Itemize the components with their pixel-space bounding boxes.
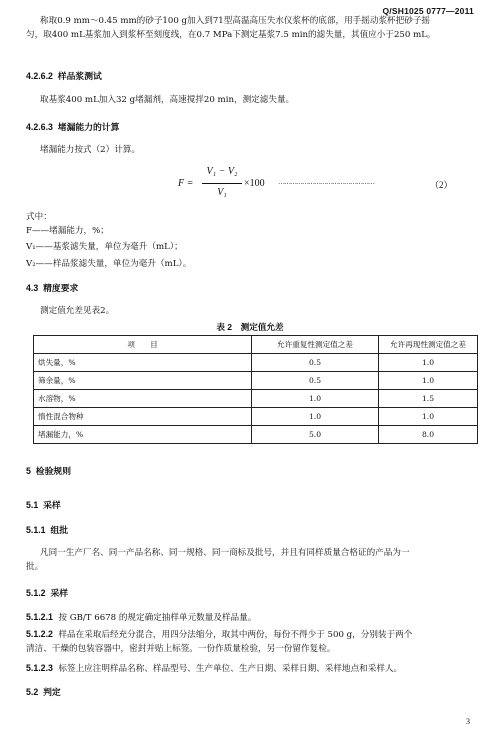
- heading-5-2: 5.2 判定: [26, 687, 61, 697]
- page-number: 3: [466, 717, 470, 726]
- document-code: Q/SH1025 0777—2011: [382, 6, 474, 16]
- formula-lhs: F =: [178, 178, 194, 189]
- formula-denominator: V₁: [217, 187, 227, 198]
- tolerance-table: [33, 335, 478, 444]
- heading-5: 5 检验规则: [26, 466, 71, 476]
- heading-4-2-6-3: 4.2.6.3 堵漏能力的计算: [26, 122, 120, 132]
- paragraph-precision: 测定值允差见表2。: [40, 306, 115, 316]
- where-item-v2: V₂——样品浆滤失量，单位为毫升（mL）。: [26, 259, 192, 269]
- heading-4-2-6-2: 4.2.6.2 样品浆测试: [26, 71, 102, 81]
- formula-numerator: V₁ − V₂: [206, 166, 238, 177]
- formula-leader-dots: …………………………………………: [278, 178, 374, 186]
- paragraph-base-mud: 称取0.9 mm～0.45 mm的砂子100 g加入到71型高温高压失水仪浆杯的底部，用手摇动浆杯把砂子摇 匀，取400 mL基浆加入到浆杯至刻度线，在0.7 MPa下测定基浆7.5 min的滤失量，其值应小于250 mL。: [26, 16, 436, 40]
- table-row: 堵漏能力，% 5.0 8.0: [34, 426, 478, 444]
- fraction-bar: [202, 183, 242, 184]
- formula-times: ×100: [244, 178, 265, 189]
- clause-5-1-2-1: 5.1.2.1 按 GB/T 6678 的规定确定抽样单元数量及样品量。: [26, 612, 257, 623]
- where-label: 式中：: [26, 212, 52, 222]
- table-row: 惰性混合物种 1.0 1.0: [34, 408, 478, 426]
- where-item-f: F——堵漏能力，%；: [26, 226, 109, 236]
- table-header-row: [34, 336, 478, 354]
- heading-5-1-1: 5.1.1 组批: [26, 525, 69, 535]
- table-row: 水溶物，% 1.0 1.5: [34, 390, 478, 408]
- table-row: 筛余量，% 0.5 1.0: [34, 372, 478, 390]
- paragraph-sample-mud: 取基浆400 mL加入32 g堵漏剂，高速搅拌20 min，测定滤失量。: [40, 95, 295, 105]
- paragraph-batching: 凡同一生产厂名、同一产品名称、同一规格、同一商标及批号，并且有同样质量合格证的产品为一 批。: [26, 548, 410, 572]
- header-reproducibility: 允许再现性测定值之差: [379, 336, 478, 354]
- header-item: 项 目: [34, 336, 252, 354]
- heading-5-1-2: 5.1.2 采样: [26, 588, 69, 598]
- table-caption: 表 2 测定值允差: [216, 322, 284, 332]
- formula-2: [178, 164, 478, 208]
- heading-5-1: 5.1 采样: [26, 500, 61, 510]
- heading-4-3: 4.3 精度要求: [26, 283, 79, 293]
- equation-number: （2）: [430, 180, 453, 190]
- paragraph-formula-intro: 堵漏能力按式（2）计算。: [40, 145, 140, 155]
- header-repeatability: 允许重复性测定值之差: [252, 336, 379, 354]
- table-row: 烘失量，% 0.5 1.0: [34, 354, 478, 372]
- where-item-v1: V₁——基浆滤失量，单位为毫升（mL）；: [26, 242, 183, 252]
- clause-5-1-2-3: 5.1.2.3 标签上应注明样品名称、样品型号、生产单位、生产日期、采样日期、采样地点和采样人。: [26, 663, 403, 674]
- clause-5-1-2-2: 5.1.2.2 样品在采取后经充分混合，用四分法缩分，取其中两份，每份不得少于 500 g，分别装于两个 清洁、干燥的包装容器中，密封并贴上标签。一份作质量检验，另一份留作复检。: [26, 629, 413, 654]
